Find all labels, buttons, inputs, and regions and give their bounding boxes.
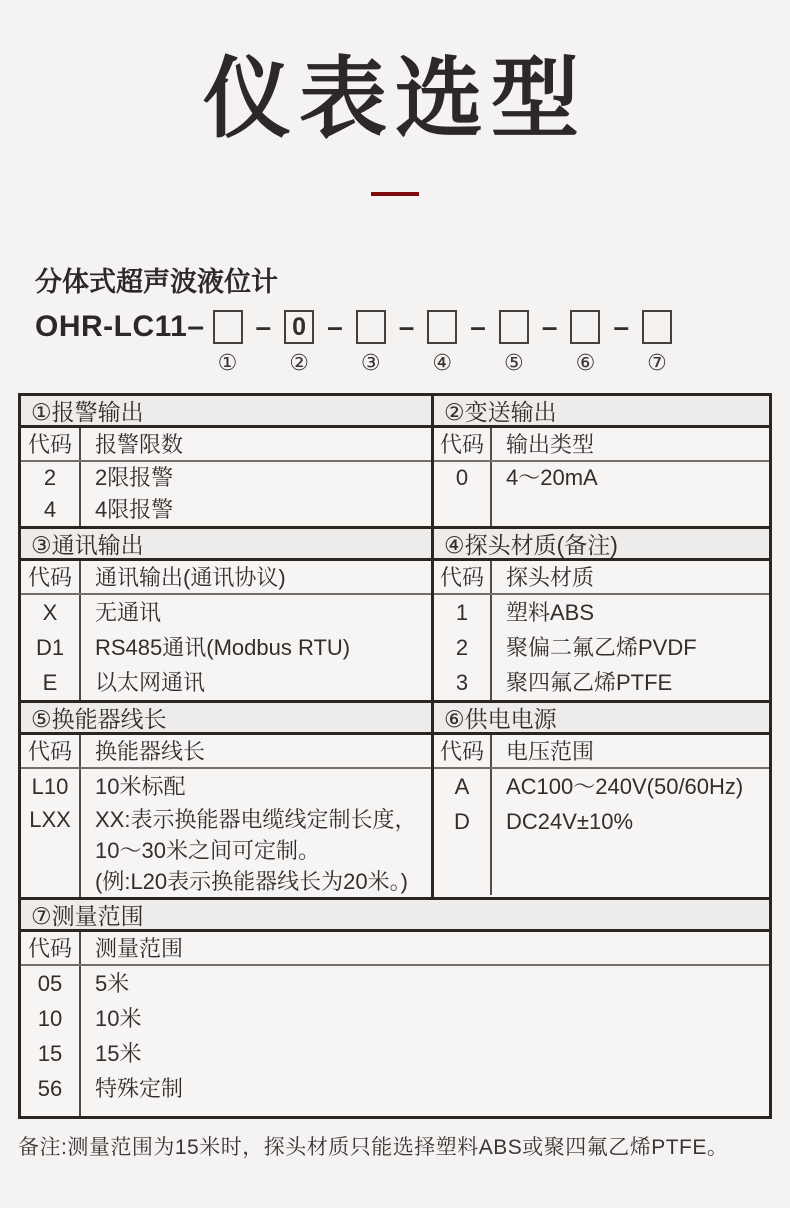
model-prefix: OHR-LC11–: [35, 310, 205, 343]
section-data: [21, 769, 431, 897]
code-column: [434, 595, 492, 700]
page-title: 仪表选型: [202, 49, 587, 148]
model-box-7: [642, 310, 672, 344]
code-cell: 2: [43, 465, 57, 490]
label-column: [81, 595, 431, 700]
label-column: [81, 769, 431, 897]
column-header-row: [21, 932, 769, 966]
position-label-6: ⑥: [575, 350, 596, 375]
section-title: ⑤换能器线长: [21, 703, 431, 735]
code-cell: [21, 866, 79, 897]
model-box-2: 0: [284, 310, 314, 344]
section-title: ②变送输出: [434, 396, 769, 428]
model-separator: –: [327, 311, 343, 342]
section-title: ③通讯输出: [21, 529, 431, 561]
code-cell: 1: [455, 600, 469, 625]
code-cell: LXX: [29, 807, 71, 832]
model-position-5: [499, 310, 529, 375]
code-cell: 05: [37, 971, 63, 996]
label-cell: 10～30米之间可定制。: [95, 838, 320, 863]
code-cell: [21, 835, 79, 866]
model-position-6: [570, 310, 600, 375]
label-cell: AC100～240V(50/60Hz): [506, 774, 744, 799]
label-column-header: 输出类型: [506, 432, 595, 457]
section-transmission-output: [431, 396, 769, 526]
label-column: [492, 462, 769, 526]
column-header-row: [21, 428, 431, 462]
section-power-supply: [431, 703, 769, 897]
label-cell: 无通讯: [95, 600, 162, 625]
section-title: ⑦测量范围: [21, 900, 769, 932]
column-header-row: [21, 561, 431, 595]
code-column-header: 代码: [21, 561, 81, 593]
code-cell: X: [42, 600, 58, 625]
section-alarm-output: [21, 396, 431, 526]
label-cell: 5米: [95, 971, 130, 996]
section-data: [434, 769, 769, 895]
code-cell: 0: [455, 465, 469, 490]
title-accent-dash: [371, 192, 419, 196]
label-cell: 特殊定制: [95, 1076, 184, 1101]
label-cell: 以太网通讯: [95, 670, 206, 695]
label-column: [492, 595, 769, 700]
section-data: [434, 462, 769, 526]
table-band-3: [21, 700, 769, 897]
label-column-header: 测量范围: [95, 936, 184, 961]
position-label-3: ③: [360, 350, 381, 375]
label-cell: DC24V±10%: [506, 809, 634, 834]
code-cell: 4: [43, 497, 57, 522]
label-column-header: 通讯输出(通讯协议): [95, 565, 286, 590]
code-cell: D: [454, 809, 470, 834]
code-column-header: 代码: [21, 932, 81, 964]
model-code-line: [35, 307, 790, 375]
label-cell: RS485通讯(Modbus RTU): [95, 635, 351, 660]
label-cell: 15米: [95, 1041, 142, 1066]
selection-table: [18, 393, 772, 1119]
label-cell: 4～20mA: [506, 465, 598, 490]
code-column-header: 代码: [434, 735, 492, 767]
model-box-4: [427, 310, 457, 344]
model-position-2: [284, 310, 314, 375]
label-cell: 聚四氟乙烯PTFE: [506, 670, 673, 695]
section-data: [434, 595, 769, 700]
table-band-2: [21, 526, 769, 700]
model-position-7: [642, 310, 672, 375]
label-cell: XX:表示换能器电缆线定制长度，: [95, 807, 417, 832]
label-cell: 10米标配: [95, 774, 186, 799]
code-column: [434, 462, 492, 526]
model-position-4: [427, 310, 457, 375]
section-title: ①报警输出: [21, 396, 431, 428]
model-position-3: [356, 310, 386, 375]
model-separator: –: [470, 311, 486, 342]
code-column-header: 代码: [434, 428, 492, 460]
model-box-6: [570, 310, 600, 344]
model-box-3: [356, 310, 386, 344]
position-label-5: ⑤: [503, 350, 524, 375]
model-position-1: [213, 310, 243, 375]
code-cell: L10: [31, 774, 69, 799]
code-cell: 10: [37, 1006, 63, 1031]
code-column: [21, 462, 81, 526]
model-separator: –: [398, 311, 415, 342]
label-cell: (例:L20表示换能器线长为20米。): [95, 869, 408, 894]
section-title: ⑥供电电源: [434, 703, 769, 735]
label-column-header: 探头材质: [506, 565, 595, 590]
product-subtitle: 分体式超声波液位计: [35, 267, 278, 297]
column-header-row: [434, 561, 769, 595]
remark-note: 备注:测量范围为15米时，探头材质只能选择塑料ABS或聚四氟乙烯PTFE。: [18, 1136, 729, 1159]
code-cell: 15: [37, 1041, 63, 1066]
label-column: [81, 966, 769, 1116]
model-separator: –: [541, 311, 558, 342]
section-probe-material: [431, 529, 769, 700]
label-cell: 塑料ABS: [506, 600, 595, 625]
section-title: ④探头材质(备注): [434, 529, 769, 561]
label-column-header: 换能器线长: [95, 739, 206, 764]
position-label-1: ①: [217, 350, 238, 375]
label-column: [492, 769, 769, 895]
position-label-4: ④: [432, 350, 453, 375]
code-cell: D1: [35, 635, 65, 660]
code-column: [21, 769, 81, 897]
section-communication-output: [21, 529, 431, 700]
code-cell: E: [42, 670, 58, 695]
label-column-header: 报警限数: [95, 432, 184, 457]
column-header-row: [434, 735, 769, 769]
section-data: [21, 966, 769, 1116]
position-label-7: ⑦: [647, 350, 667, 375]
label-cell: 2限报警: [95, 465, 174, 490]
position-label-2: ②: [289, 350, 309, 375]
model-separator: –: [613, 311, 630, 342]
column-header-row: [434, 428, 769, 462]
code-cell: 3: [455, 670, 469, 695]
code-column: [434, 769, 492, 895]
section-transducer-cable-length: [21, 703, 431, 897]
model-box-1: [213, 310, 243, 344]
table-band-4: [21, 897, 769, 1116]
label-cell: 10米: [95, 1006, 142, 1031]
label-column-header: 电压范围: [506, 739, 595, 764]
code-column-header: 代码: [434, 561, 492, 593]
section-data: [21, 462, 431, 526]
code-column: [21, 966, 81, 1116]
code-column-header: 代码: [21, 428, 81, 460]
code-cell: 2: [455, 635, 469, 660]
label-cell: 4限报警: [95, 497, 174, 522]
label-column: [81, 462, 431, 526]
column-header-row: [21, 735, 431, 769]
model-separator: –: [255, 311, 272, 342]
code-column: [21, 595, 81, 700]
section-data: [21, 595, 431, 700]
table-band-1: [21, 396, 769, 526]
code-column-header: 代码: [21, 735, 81, 767]
code-cell: 56: [37, 1076, 63, 1101]
section-measurement-range: [21, 900, 769, 1116]
label-cell: 聚偏二氟乙烯PVDF: [506, 635, 697, 660]
code-cell: A: [454, 774, 470, 799]
model-box-5: [499, 310, 529, 344]
